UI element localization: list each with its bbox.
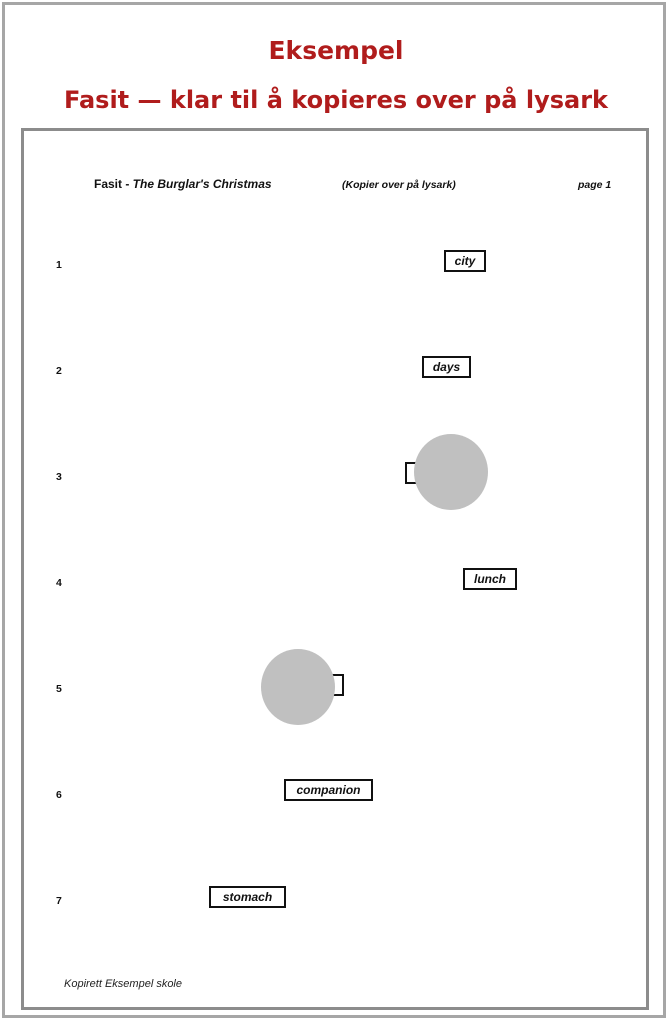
- page-title: Eksempel: [268, 36, 404, 65]
- row-number-7: 7: [56, 895, 62, 907]
- redaction-circle: [414, 434, 488, 510]
- redaction-circle: [261, 649, 335, 725]
- sheet-title: [94, 177, 272, 191]
- sheet-title-story: The Burglar's Christmas: [132, 177, 272, 191]
- answer-sheet: [21, 128, 649, 1010]
- sheet-note: (Kopier over på lysark): [342, 179, 456, 191]
- answer-box-1: city: [444, 250, 486, 272]
- answer-box-6: companion: [284, 779, 373, 801]
- row-number-4: 4: [56, 577, 62, 589]
- answer-box-2: days: [422, 356, 471, 378]
- row-number-5: 5: [56, 683, 62, 695]
- row-number-6: 6: [56, 789, 62, 801]
- row-number-2: 2: [56, 365, 62, 377]
- answer-box-7: stomach: [209, 886, 286, 908]
- page-subtitle: Fasit — klar til å kopieres over på lysark: [63, 86, 608, 114]
- copyright-footer: Kopirett Eksempel skole: [64, 978, 182, 990]
- row-number-1: 1: [56, 259, 62, 271]
- page-number: page 1: [578, 179, 612, 191]
- sheet-title-prefix: Fasit -: [94, 177, 133, 191]
- answer-box-4: lunch: [463, 568, 517, 590]
- row-number-3: 3: [56, 471, 62, 483]
